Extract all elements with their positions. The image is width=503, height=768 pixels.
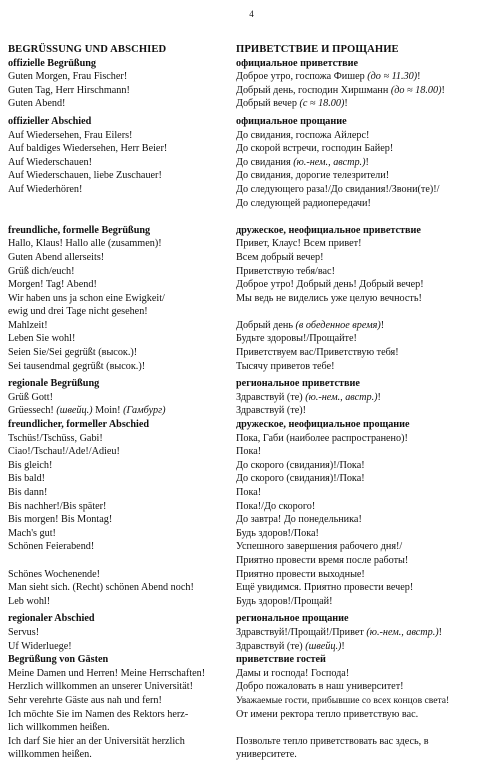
text-line: Пока, Габи (наиболее распространено)! — [236, 432, 408, 444]
phrase-text: Добрый день — [236, 319, 296, 331]
usage-note: (с ≈ 18.00) — [299, 98, 345, 110]
usage-note: (в обеденное время) — [295, 319, 381, 331]
text-line: Auf baldiges Wiedersehen, Herr Beier! — [8, 143, 168, 155]
text-line: Приятно провести выходные! — [236, 568, 365, 580]
text-line: До свидания, дорогие телезрители! — [236, 170, 390, 182]
text-line: Уважаемые гости, прибывшие со всех концов света! — [236, 694, 450, 706]
text-line: Пока!/До скорого! — [236, 500, 316, 512]
text-line: Bis morgen! Bis Montag! — [8, 514, 113, 526]
phrase-text: Добрый вечер — [236, 98, 300, 110]
usage-note: (ю.-нем., австр.) — [366, 626, 439, 638]
text-line: Будьте здоровы!/Прощайте! — [236, 333, 357, 345]
text-line: Auf Wiedersehen, Frau Eilers! — [8, 129, 133, 141]
text-line: До скорого (свидания)!/Пока! — [236, 473, 365, 485]
subsection-heading: offizieller Abschied — [8, 115, 92, 127]
usage-note: (до ≈ 18.00) — [390, 84, 442, 96]
text-line: Herzlich willkommen an unserer Universität! — [8, 681, 194, 693]
text-line: ewig und drei Tage nicht gesehen! — [8, 306, 148, 318]
text-line — [236, 319, 498, 333]
text-line: Auf Wiederschauen! — [8, 156, 92, 168]
spacer — [8, 197, 236, 211]
german-column — [8, 43, 236, 762]
usage-note: (Гамбург) — [123, 405, 166, 417]
usage-note: (ю.-нем., австр.) — [293, 156, 366, 168]
subsection-heading: приветствие гостей — [236, 654, 326, 666]
text-line: Ещё увидимся. Приятно провести вечер! — [236, 582, 414, 594]
text-line: Hallo, Klaus! Hallo alle (zusammen)! — [8, 238, 162, 250]
text-line: Leben Sie wohl! — [8, 333, 76, 345]
text-line: Sei tausendmal gegrüßt (высок.)! — [8, 360, 146, 372]
phrase-text: Здравствуй (те) — [236, 640, 306, 652]
text-line: Будь здоров!/Пока! — [236, 527, 319, 539]
text-line: Добро пожаловать в наш университет! — [236, 681, 404, 693]
subsection-heading: freundliche, formelle Begrüßung — [8, 224, 151, 236]
russian-column — [236, 43, 498, 762]
text-line: Uf Widerluege! — [8, 640, 72, 652]
spacer — [236, 721, 498, 735]
text-line: Ich darf Sie hier an der Universität herzlich — [8, 735, 185, 747]
text-line: До следующего раза!/До свидания!/Звони(те)!/ — [236, 183, 440, 195]
text-line — [236, 640, 498, 654]
text-line: Schönes Wochenende! — [8, 568, 101, 580]
text-line: Позвольте тепло приветствовать вас здесь, в — [236, 735, 429, 747]
spacer — [8, 554, 236, 568]
text-line: Morgen! Tag! Abend! — [8, 279, 97, 291]
text-line: Тысячу приветов тебе! — [236, 360, 335, 372]
text-line: Sehr verehrte Gäste aus nah und fern! — [8, 694, 162, 706]
subsection-heading: официальное приветствие — [236, 57, 359, 69]
text-line: Ich möchte Sie im Namen des Rektors herz- — [8, 708, 189, 720]
text-line: Приветствуем вас/Приветствую тебя! — [236, 347, 399, 359]
usage-note: (ю.-нем., австр.) — [305, 391, 378, 403]
page-number: 4 — [249, 9, 254, 19]
spacer — [236, 305, 498, 319]
text-line — [236, 626, 498, 640]
text-line: Bis bald! — [8, 473, 46, 485]
text-line: Schönen Feierabend! — [8, 541, 95, 553]
usage-note: (швейц.) — [305, 640, 342, 652]
text-line: Дамы и господа! Господа! — [236, 667, 350, 679]
text-line: Man sieht sich. (Recht) schönen Abend noch! — [8, 582, 194, 594]
subsection-heading: offizielle Begrüßung — [8, 57, 97, 69]
phrase-text: ! — [365, 156, 369, 168]
text-line: Bis gleich! — [8, 459, 53, 471]
text-line: Auf Wiederschauen, liebe Zuschauer! — [8, 170, 162, 182]
phrase-text: ! — [438, 626, 443, 638]
phrase-text: Здравствуй!/Прощай!/Привет — [236, 626, 367, 638]
text-line: Bis dann! — [8, 487, 48, 498]
subsection-heading: freundlicher, formeller Abschied — [8, 419, 150, 431]
text-line — [236, 97, 498, 111]
phrase-text: ! — [344, 98, 348, 110]
text-line: Приятно провести время после работы! — [236, 554, 409, 566]
text-line — [236, 70, 498, 84]
text-line: lich willkommen heißen. — [8, 722, 110, 734]
text-line: Servus! — [8, 626, 40, 638]
phrase-text: ! — [377, 391, 381, 403]
text-line: Успешного завершения рабочего дня!/ — [236, 541, 403, 553]
phrase-text: ! — [441, 84, 445, 96]
text-line: Доброе утро! Добрый день! Добрый вечер! — [236, 279, 424, 291]
text-line: Mach's gut! — [8, 527, 56, 539]
text-line: Привет, Клаус! Всем привет! — [236, 238, 362, 250]
text-line: Здравствуй (те)! — [236, 405, 307, 417]
text-line: Wir haben uns ja schon eine Ewigkeit/ — [8, 292, 165, 304]
section-title: BEGRÜSSUNG UND ABSCHIED — [8, 44, 167, 55]
text-line: университете. — [236, 749, 297, 761]
subsection-heading: дружеское, неофициальное прощание — [236, 419, 410, 431]
text-line: Auf Wiederhören! — [8, 183, 83, 195]
subsection-heading: региональное прощание — [236, 613, 349, 625]
text-line: Seien Sie/Sei gegrüßt (высок.)! — [8, 347, 138, 359]
text-line: Guten Tag, Herr Hirschmann! — [8, 84, 130, 96]
text-line — [236, 84, 498, 98]
phrase-text: ! — [417, 71, 421, 83]
text-line: Ciao!/Tschau!/Ade!/Adieu! — [8, 446, 120, 458]
phrase-text: Grüessech! — [8, 405, 57, 417]
phrase-text: До свидания — [236, 156, 294, 168]
text-line: Grüß dich/euch! — [8, 265, 75, 277]
subsection-heading: regionaler Abschied — [8, 613, 95, 625]
subsection-heading: regionale Begrüßung — [8, 378, 100, 390]
text-line: Tschüs!/Tschüss, Gabi! — [8, 432, 103, 444]
subsection-heading: Begrüßung von Gästen — [8, 654, 109, 666]
text-line: Всем добрый вечер! — [236, 251, 324, 263]
phrase-text: ! — [380, 319, 385, 331]
phrase-text: Добрый день, господин Хиршманн — [236, 84, 391, 96]
text-line: Guten Morgen, Frau Fischer! — [8, 71, 128, 83]
text-line: До завтра! До понедельника! — [236, 514, 362, 526]
text-line: Мы ведь не виделись уже целую вечность! — [236, 292, 422, 304]
phrase-text: Здравствуй (те) — [236, 391, 306, 403]
phrase-text: Доброе утро, госпожа Фишер — [236, 71, 368, 83]
text-line: Grüß Gott! — [8, 391, 53, 403]
section-title: ПРИВЕТСТВИЕ И ПРОЩАНИЕ — [236, 44, 399, 55]
text-line — [236, 391, 498, 405]
text-line: До свидания, госпожа Айлерс! — [236, 129, 370, 141]
text-line: Будь здоров!/Прощай! — [236, 595, 333, 607]
text-line: willkommen heißen. — [8, 749, 92, 761]
text-line: До следующей радиопередачи! — [236, 197, 371, 209]
subsection-heading: региональное приветствие — [236, 378, 360, 390]
subsection-heading: официальное прощание — [236, 115, 347, 127]
text-line: Leb wohl! — [8, 595, 51, 607]
text-line: Bis nachher!/Bis später! — [8, 500, 107, 512]
phrase-text: Moin! — [92, 405, 124, 417]
text-line: Guten Abend allerseits! — [8, 251, 105, 263]
text-line: Приветствую тебя/вас! — [236, 265, 335, 277]
text-line — [236, 156, 498, 170]
spacer — [8, 210, 236, 224]
subsection-heading: дружеское, неофициальное приветствие — [236, 224, 421, 236]
text-line: Meine Damen und Herren! Meine Herrschaften! — [8, 667, 206, 679]
text-line — [8, 404, 236, 418]
usage-note: (швейц.) — [56, 405, 93, 417]
text-line: Пока! — [236, 487, 262, 498]
text-line: Пока! — [236, 446, 262, 458]
usage-note: (до ≈ 11.30) — [367, 71, 418, 83]
text-line: Mahlzeit! — [8, 319, 48, 331]
text-line: Guten Abend! — [8, 98, 66, 110]
spacer — [236, 210, 498, 224]
text-line: До скорой встречи, господин Байер! — [236, 143, 394, 155]
text-line: До скорого (свидания)!/Пока! — [236, 459, 365, 471]
phrase-text: ! — [341, 640, 345, 652]
text-line: От имени ректора тепло приветствую вас. — [236, 708, 419, 720]
